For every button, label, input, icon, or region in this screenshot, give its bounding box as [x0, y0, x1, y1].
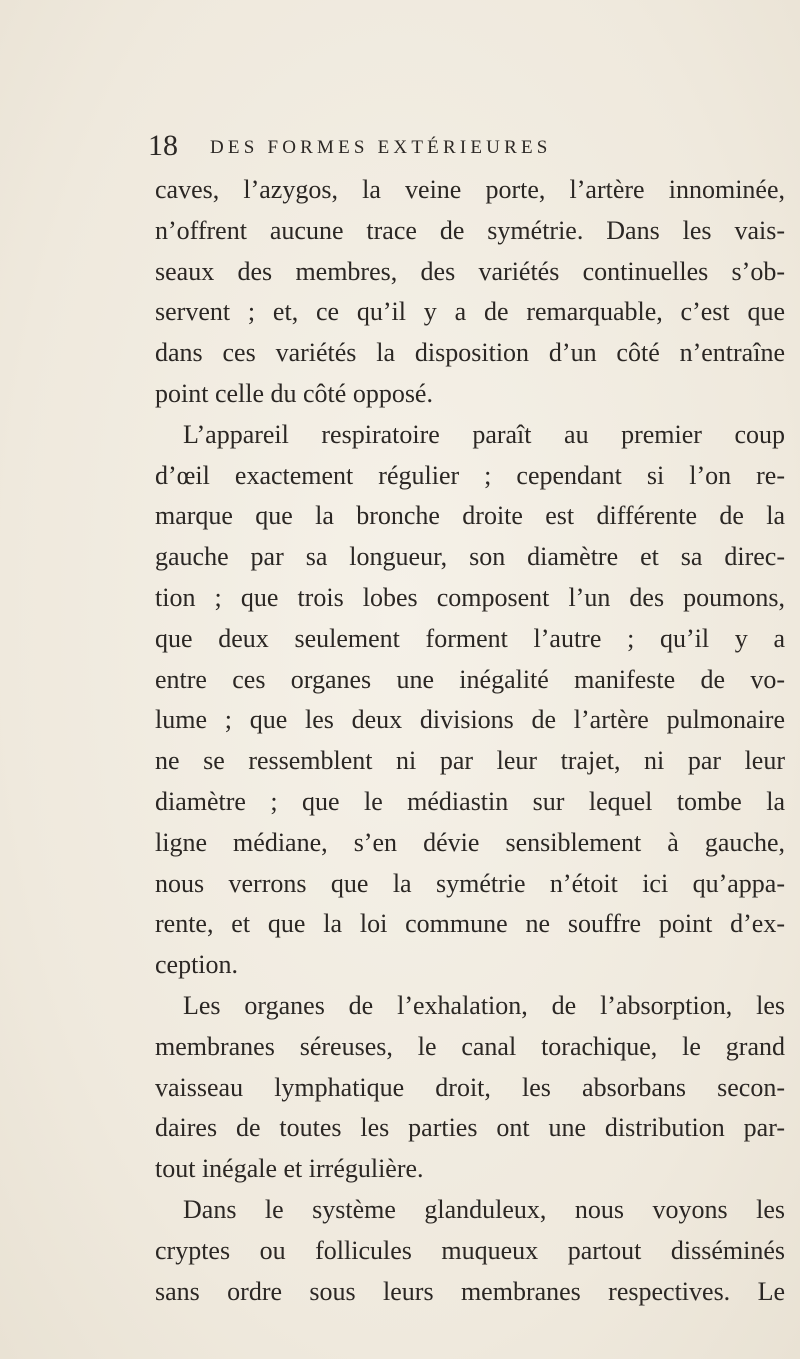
- text-line: lume ; que les deux divisions de l’artère pulmonaire: [155, 705, 785, 735]
- text-line: gauche par sa longueur, son diamètre et sa direc-: [155, 542, 785, 572]
- text-line: tion ; que trois lobes composent l’un des poumons,: [155, 582, 785, 612]
- text-line: L’appareil respiratoire paraît au premier coup: [183, 419, 785, 449]
- text-line: cryptes ou follicules muqueux partout disséminés: [155, 1235, 785, 1265]
- text-line: caves, l’azygos, la veine porte, l’artère innominée,: [155, 175, 785, 204]
- text-line: entre ces organes une inégalité manifeste de vo-: [155, 664, 785, 694]
- text-line: que deux seulement forment l’autre ; qu’il y a: [155, 623, 785, 653]
- text-line: point celle du côté opposé.: [155, 378, 433, 408]
- text-line: servent ; et, ce qu’il y a de remarquable, c’est que: [155, 297, 785, 327]
- text-line: tout inégale et irrégulière.: [155, 1154, 424, 1184]
- text-line: d’œil exactement régulier ; cependant si l’on re-: [155, 460, 785, 490]
- page-header: [148, 128, 708, 168]
- text-line: nous verrons que la symétrie n’étoit ici qu’appa-: [155, 868, 785, 898]
- text-line: rente, et que la loi commune ne souffre point d’ex-: [155, 909, 785, 939]
- body-text: [155, 170, 785, 1312]
- text-line: sans ordre sous leurs membranes respectives. Le: [155, 1276, 785, 1306]
- text-line: ligne médiane, s’en dévie sensiblement à gauche,: [155, 827, 785, 857]
- text-line: Les organes de l’exhalation, de l’absorption, les: [183, 990, 785, 1020]
- text-line: vaisseau lymphatique droit, les absorbans secon-: [155, 1072, 785, 1102]
- text-line: marque que la bronche droite est différente de la: [155, 501, 785, 531]
- text-line: daires de toutes les parties ont une distribution par-: [155, 1113, 785, 1143]
- text-line: dans ces variétés la disposition d’un côté n’entraîne: [155, 338, 785, 368]
- text-line: ception.: [155, 950, 239, 980]
- text-line: membranes séreuses, le canal torachique, le grand: [155, 1031, 785, 1061]
- text-line: n’offrent aucune trace de symétrie. Dans les vais-: [155, 215, 785, 245]
- text-line: diamètre ; que le médiastin sur lequel tombe la: [155, 786, 785, 816]
- running-head: DES FORMES EXTÉRIEURES: [210, 137, 552, 158]
- text-line: seaux des membres, des variétés continuelles s’ob-: [155, 256, 785, 286]
- text-line: ne se ressemblent ni par leur trajet, ni par leur: [155, 746, 785, 776]
- page-number: 18: [148, 129, 178, 162]
- text-line: Dans le système glanduleux, nous voyons les: [183, 1194, 785, 1224]
